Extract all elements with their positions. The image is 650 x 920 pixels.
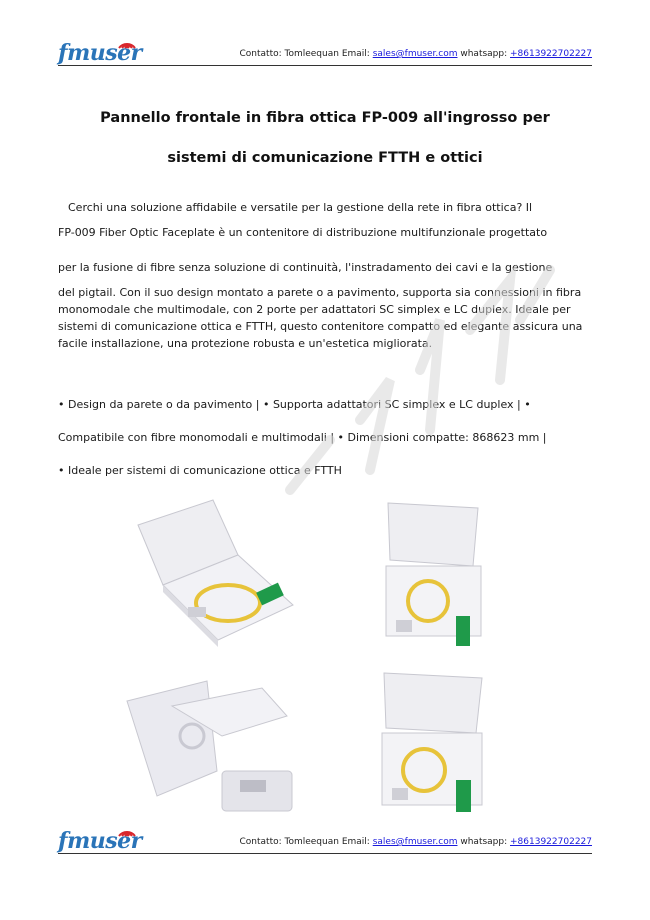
logo-text-footer: fmuser xyxy=(58,828,142,854)
intro-line3: per la fusione di fibre senza soluzione di continuità, l'instradamento dei cavi e la gestione xyxy=(58,261,553,274)
whatsapp-link[interactable]: +8613922702227 xyxy=(510,837,592,847)
logo-text: fmuser xyxy=(58,40,142,66)
whatsapp-link[interactable]: +8613922702227 xyxy=(510,49,592,59)
intro-rest: del pigtail. Con il suo design montato a parete o a pavimento, supporta sia connessioni in fibra monomodale che multimodale, con 2 porte per adattatori SC simplex e LC duplex. Ideale per sistemi di comunicazione ottica e FTTH, questo contenitore compatto ed elegante assicura una facile installazione, una protezione robusta e un'estetica migliorata. xyxy=(58,286,583,350)
signal-icon xyxy=(116,36,138,50)
features-line3: • Ideale per sistemi di comunicazione ottica e FTTH xyxy=(58,464,342,477)
fmuser-logo-footer xyxy=(58,824,168,854)
whatsapp-label: whatsapp: xyxy=(460,837,508,847)
page-title-line2: sistemi di comunicazione FTTH e ottici xyxy=(167,150,483,166)
product-photo-open-angled xyxy=(118,495,308,655)
page-title-line1: Pannello frontale in fibra ottica FP-009 all'ingrosso per xyxy=(100,110,550,126)
page-header xyxy=(58,36,592,66)
features-line2: Compatibile con fibre monomodali e multimodali | • Dimensioni compatte: 868623 mm | xyxy=(58,431,547,444)
email-label: Email: xyxy=(341,49,370,59)
email-label: Email: xyxy=(341,837,370,847)
intro-line2: FP-009 Fiber Optic Faceplate è un contenitore di distribuzione multifunzionale progettato xyxy=(58,226,548,239)
features-line1: • Design da parete o da pavimento | • Supporta adattatori SC simplex e LC duplex | • xyxy=(58,398,531,411)
header-rule xyxy=(58,65,592,66)
whatsapp-label: whatsapp: xyxy=(460,49,508,59)
contact-label: Contatto: Tomleequan xyxy=(239,837,339,847)
product-photo-front-open-1 xyxy=(378,498,493,650)
email-link[interactable]: sales@fmuser.com xyxy=(372,49,458,59)
contact-info xyxy=(240,49,593,59)
email-link[interactable]: sales@fmuser.com xyxy=(372,837,458,847)
product-photo-front-open-2 xyxy=(372,668,494,818)
footer-rule xyxy=(58,853,592,854)
contact-label: Contatto: Tomleequan xyxy=(239,49,339,59)
intro-line1: Cerchi una soluzione affidabile e versatile per la gestione della rete in fibra ottica? Il xyxy=(68,201,533,214)
fmuser-logo xyxy=(58,36,168,66)
product-photo-tilted-accessories xyxy=(112,676,312,826)
contact-info-footer xyxy=(240,837,593,847)
signal-icon xyxy=(116,824,138,838)
page-footer xyxy=(58,824,592,854)
